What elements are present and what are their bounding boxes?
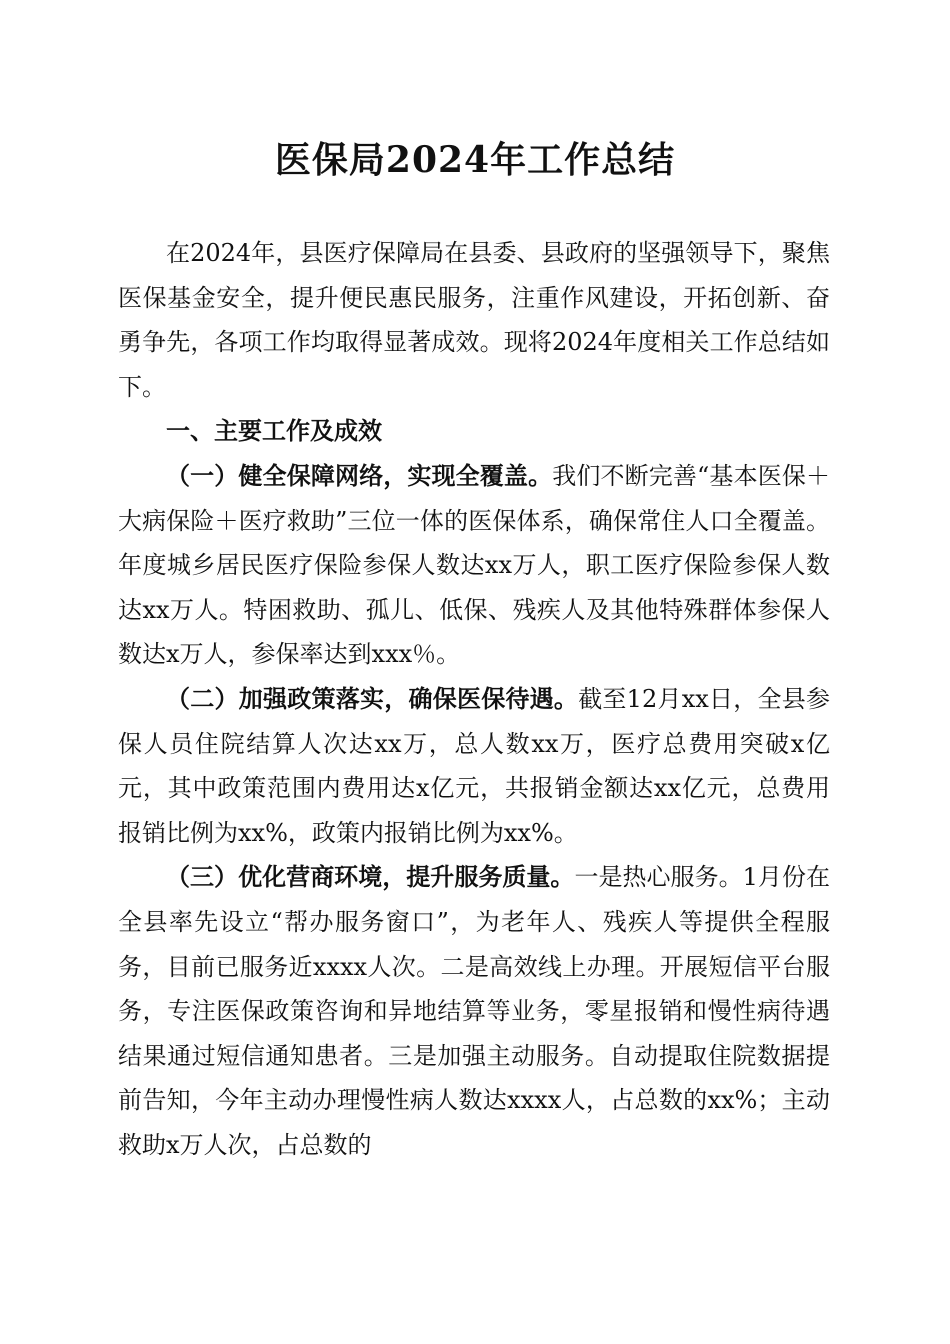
paragraph-text: 我们不断完善“基本医保＋大病保险＋医疗救助”三位一体的医保体系，确保常住人口全覆盖。年度城乡居民医疗保险参保人数达xx万人，职工医疗保险参保人数达xx万人。特困救助、孤儿、低保、残疾人及其他特殊群体参保人数达x万人，参保率达到xxx％。: [118, 461, 830, 669]
paragraph-lead: （二）加强政策落实，确保医保待遇。: [166, 683, 579, 713]
document-body: [118, 231, 830, 1167]
section-heading: 一、主要工作及成效: [166, 417, 382, 446]
paragraph-text: 一是热心服务。1月份在全县率先设立“帮办服务窗口”，为老年人、残疾人等提供全程服务，目前已服务近xxxx人次。二是高效线上办理。开展短信平台服务，专注医保政策咨询和异地结算等业务，零星报销和慢性病待遇结果通过短信通知患者。三是加强主动服务。自动提取住院数据提前告知，今年主动办理慢性病人数达xxxx人，占总数的xx%；主动救助x万人次，占总数的: [118, 863, 830, 1159]
document-title: 医保局2024年工作总结: [274, 139, 676, 181]
paragraph-item-3: [118, 855, 830, 1167]
intro-paragraph: 在2024年，县医疗保障局在县委、县政府的坚强领导下，聚焦医保基金安全，提升便民惠民服务，注重作风建设，开拓创新、奋勇争先，各项工作均取得显著成效。现将2024年度相关工作总结如下。: [118, 239, 830, 401]
paragraph-item-1: [118, 454, 830, 677]
paragraph-item-2: [118, 677, 830, 855]
paragraph-lead: （三）优化营商环境，提升服务质量。: [166, 862, 575, 892]
paragraph-lead: （一）健全保障网络，实现全覆盖。: [166, 460, 553, 490]
paragraph-text: 截至12月xx日，全县参保人员住院结算人次达xx万，总人数xx万，医疗总费用突破x亿元，其中政策范围内费用达x亿元，共报销金额达xx亿元，总费用报销比例为xx%，政策内报销比例为xx%。: [118, 684, 831, 847]
